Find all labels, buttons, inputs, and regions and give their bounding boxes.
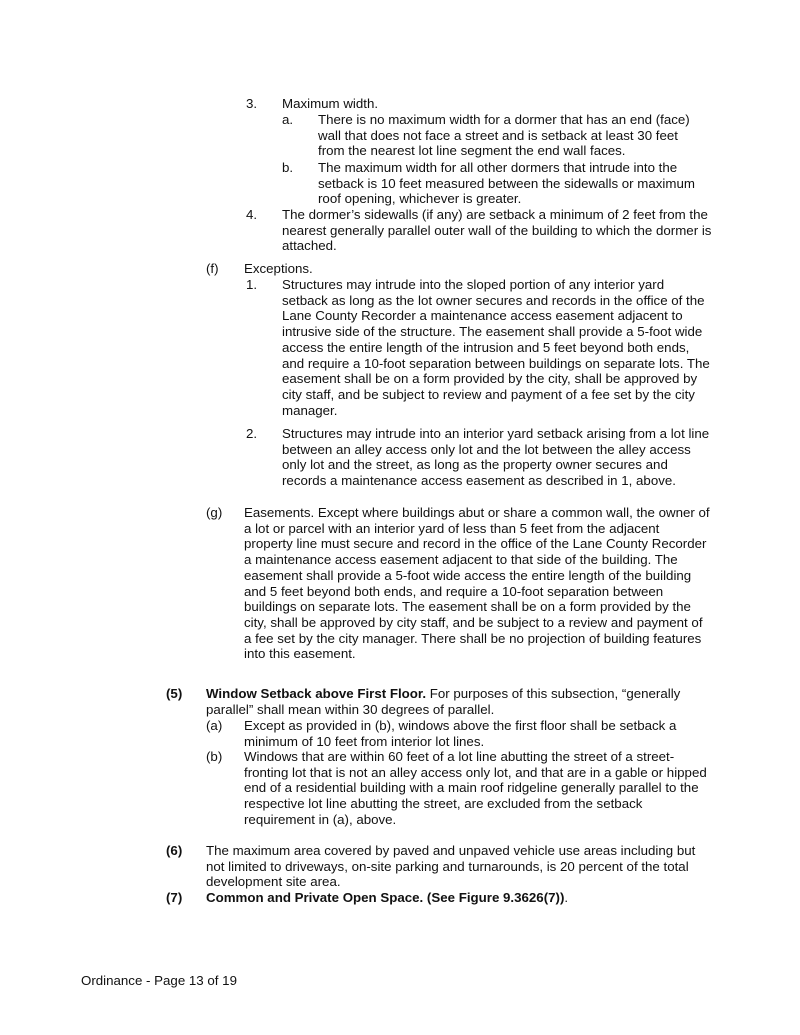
- item-marker: 2.: [246, 426, 258, 441]
- item-text: [206, 686, 706, 717]
- item-marker: (a): [206, 718, 223, 733]
- item-marker: a.: [282, 112, 294, 127]
- item-marker: (b): [206, 749, 223, 764]
- section-body: For purposes of this subsection, “generally parallel” shall mean within 30 degrees of parallel.: [206, 686, 681, 717]
- item-text: Except as provided in (b), windows above the first floor shall be setback a minimum of 10 feet from interior lot lines.: [244, 718, 677, 749]
- item-text: The maximum area covered by paved and unpaved vehicle use areas including but not limited to driveways, on-site parking and turnarounds, is 20 percent of the total development site area.: [206, 843, 696, 890]
- item-text: Structures may intrude into the sloped portion of any interior yard setback as long as the lot owner secures and records in the office of the Lane County Recorder a maintenance access easement adjacent to intrusive side of the structure. The easement shall provide a 5-foot wide access the entire length of the intrusion and 5 feet beyond both ends, and require a 10-foot separation between buildings on separate lots. The easement shall be on a form provided by the city, shall be approved by city staff, and be subject to review and payment of a fee set by the city manager.: [282, 277, 710, 418]
- item-marker: (7): [166, 890, 183, 905]
- item-text: There is no maximum width for a dormer that has an end (face) wall that does not face a street and is setback at least 30 feet from the nearest lot line segment the end wall faces.: [318, 112, 690, 159]
- item-text: Structures may intrude into an interior yard setback arising from a lot line between an alley access only lot and the lot between the alley access only lot and the street, as long as the property owner secures and records a maintenance access easement as described in 1, above.: [282, 426, 710, 489]
- item-marker: (f): [206, 261, 219, 276]
- item-marker: 4.: [246, 207, 258, 222]
- item-text: Easements. Except where buildings abut or share a common wall, the owner of a lot or parcel with an interior yard of less than 5 feet from the adjacent property line must secure and record in the office of the Lane County Recorder a maintenance access easement adjacent to that side of the building. The easement shall provide a 5-foot wide access the entire length of the building and 5 feet beyond both ends, and require a 10-foot separation between buildings on separate lots. The easement shall be on a form provided by the city, shall be approved by city staff, and be subject to a review and payment of a fee set by the city manager. There shall be no projection of building features into this easement.: [244, 505, 710, 662]
- item-marker: (6): [166, 843, 183, 858]
- item-text: Maximum width.: [282, 96, 379, 111]
- item-text: The maximum width for all other dormers that intrude into the setback is 10 feet measured between the sidewalls or maximum roof opening, whichever is greater.: [318, 160, 695, 207]
- page-footer: Ordinance - Page 13 of 19: [81, 973, 237, 988]
- item-marker: b.: [282, 160, 294, 175]
- item-marker: (5): [166, 686, 183, 701]
- item-text: The dormer’s sidewalls (if any) are setback a minimum of 2 feet from the nearest generally parallel outer wall of the building to which the dormer is attached.: [282, 207, 712, 254]
- item-marker: 3.: [246, 96, 258, 111]
- section-body: .: [564, 890, 569, 905]
- section-heading: Window Setback above First Floor.: [206, 686, 427, 701]
- item-text: [206, 890, 706, 906]
- item-marker: 1.: [246, 277, 258, 292]
- section-heading: Common and Private Open Space. (See Figure 9.3626(7)): [206, 890, 565, 905]
- item-text: Windows that are within 60 feet of a lot line abutting the street of a street-fronting lot that is not an alley access only lot, and that are in a gable or hipped end of a residential building with a main roof ridgeline generally parallel to the respective lot line abutting the street, are excluded from the setback requirement in (a), above.: [244, 749, 707, 827]
- item-text: Exceptions.: [244, 261, 313, 276]
- item-marker: (g): [206, 505, 223, 520]
